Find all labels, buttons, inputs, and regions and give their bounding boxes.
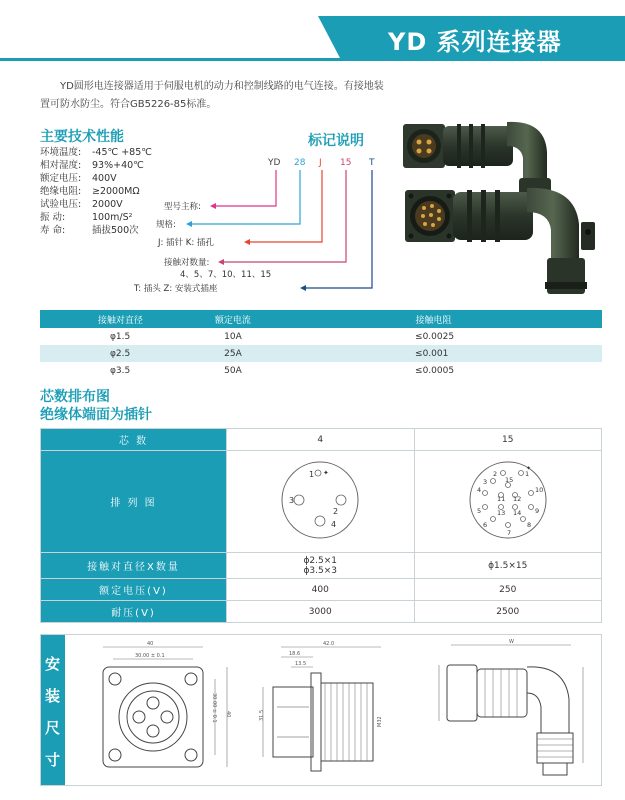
row-label-layout: 排 列 图 — [41, 451, 227, 553]
spec-row: 额定电压: 400V — [40, 173, 117, 184]
svg-text:30.00 ± 0.1: 30.00 ± 0.1 — [211, 693, 217, 723]
svg-text:31.5: 31.5 — [259, 709, 265, 721]
svg-text:40: 40 — [147, 641, 154, 647]
svg-text:40: 40 — [225, 711, 231, 718]
marking-diagram — [134, 150, 390, 300]
svg-text:42.0: 42.0 — [323, 641, 335, 647]
marking-code-t: T — [369, 158, 375, 168]
install-dimensions-panel — [40, 634, 602, 786]
table-row — [41, 451, 602, 553]
svg-text:M32: M32 — [377, 716, 383, 727]
install-side-label: 安 装 尺 寸 — [41, 635, 65, 785]
drawing-elbow-plug — [431, 637, 599, 783]
specs-list — [40, 146, 152, 237]
table-row: φ3.5 50A ≤0.0005 — [110, 365, 455, 376]
table-row: φ2.5 25A ≤0.001 — [40, 345, 602, 362]
row-label-withstand: 耐压(V) — [41, 601, 227, 623]
pin-label: 15 — [504, 476, 514, 484]
arrow-icon — [300, 285, 306, 291]
current-table — [40, 310, 602, 379]
marking-code-yd: YD — [268, 158, 281, 168]
table-row: 额定电压(V) 400 250 — [41, 579, 602, 601]
pin-label: 2 — [492, 470, 497, 478]
pin-layout-4 — [227, 451, 415, 553]
connector-illustration — [395, 102, 610, 302]
marking-label-spec: 规格: — [156, 220, 176, 230]
marking-label-pin: J: 插针 K: 插孔 — [158, 238, 214, 248]
table-row: 接触对直径X数量 ϕ2.5×1 ϕ3.5×3 ϕ1.5×15 — [41, 553, 602, 579]
row-label-core: 芯 数 — [41, 429, 227, 451]
marking-label-type: T: 插头 Z: 安装式插座 — [134, 284, 218, 294]
pin-label: 10 — [534, 486, 544, 494]
spec-row: 振 动: 100m/S² — [40, 212, 133, 223]
col-header-resistance: 接触电阻 — [265, 310, 602, 328]
marking-title: 标记说明 — [308, 133, 364, 149]
spec-row: 寿 命: 插拔500次 — [40, 225, 139, 236]
pin-layout-4-diagram — [265, 455, 375, 545]
intro-paragraph: YD圆形电连接器适用于伺服电机的动力和控制线路的电气连接。有接地装置可防水防尘。符合GB5226-85标准。 — [40, 81, 384, 110]
col-header-current: 额定电流 — [201, 310, 265, 328]
pin-label: 4 — [476, 486, 481, 494]
arrow-icon — [218, 259, 224, 265]
table-row: 耐压(V) 3000 2500 — [41, 601, 602, 623]
drawing-flange-front — [73, 637, 243, 783]
svg-text:18.6: 18.6 — [289, 651, 301, 657]
specs-title: 主要技术性能 — [40, 129, 124, 145]
row-label-voltage: 额定电压(V) — [41, 579, 227, 601]
pin-label: 11 — [496, 495, 506, 503]
pin-label: 12 — [512, 495, 522, 503]
pin-label: 9 — [534, 507, 539, 515]
pin-table — [40, 428, 602, 623]
spec-row: 绝缘电阻: ≥2000MΩ — [40, 186, 140, 197]
pin-section-title: 芯数排布图 — [40, 389, 110, 405]
pin-section-subtitle: 绝缘体端面为插针 — [40, 407, 152, 423]
connector-photo — [395, 102, 610, 302]
marking-line-yd — [212, 170, 276, 206]
table-row: 芯 数 4 15 — [41, 429, 602, 451]
pin-label: 1 — [524, 470, 529, 478]
marking-label-model: 型号主称: — [164, 202, 201, 212]
spec-row: 环境温度: -45℃ +85℃ — [40, 147, 152, 158]
drawing-side-section — [251, 637, 421, 783]
pin-layout-15 — [414, 451, 602, 553]
pin-label: 5 — [476, 507, 481, 515]
connector-front — [405, 188, 595, 294]
table-row: φ1.5 10A ≤0.0025 — [110, 331, 455, 342]
marking-label-count-values: 4、5、7、10、11、15 — [180, 270, 272, 280]
col-header-diameter: 接触对直径 — [40, 310, 201, 328]
svg-text:30.00 ± 0.1: 30.00 ± 0.1 — [135, 653, 165, 659]
svg-text:W: W — [509, 639, 514, 645]
arrow-icon — [244, 239, 250, 245]
pin-label: 1 — [309, 470, 315, 479]
pin-label: 13 — [496, 509, 506, 517]
pin-label: 14 — [512, 509, 522, 517]
table-header-row — [40, 310, 602, 328]
pin-label: 3 — [482, 478, 487, 486]
marking-label-count: 接触对数量: — [164, 258, 210, 268]
page-title: YD 系列连接器 — [388, 28, 562, 56]
marking-code-28: 28 — [294, 158, 306, 168]
row-label-contact: 接触对直径X数量 — [41, 553, 227, 579]
marking-line-28 — [188, 170, 300, 224]
marking-line-15 — [220, 170, 346, 262]
spec-row: 相对湿度: 93%+40℃ — [40, 160, 144, 171]
arrow-icon — [186, 221, 192, 227]
marking-line-t — [302, 170, 372, 288]
marking-code-j: J — [319, 158, 322, 168]
svg-text:13.5: 13.5 — [295, 661, 307, 667]
pin-label: 6 — [482, 521, 487, 529]
key-icon: ✦ — [323, 469, 330, 477]
pin-label: 4 — [331, 520, 337, 529]
arrow-icon — [210, 203, 216, 209]
key-icon: ✦ — [525, 465, 531, 472]
pin-layout-15-diagram — [453, 455, 563, 545]
pin-label: 8 — [526, 521, 531, 529]
header-stripe — [0, 58, 625, 61]
pin-label: 2 — [333, 507, 339, 516]
marking-code-15: 15 — [340, 158, 352, 168]
pin-label: 7 — [506, 529, 511, 537]
spec-row: 试验电压: 2000V — [40, 199, 123, 210]
pin-label: 3 — [289, 496, 295, 505]
